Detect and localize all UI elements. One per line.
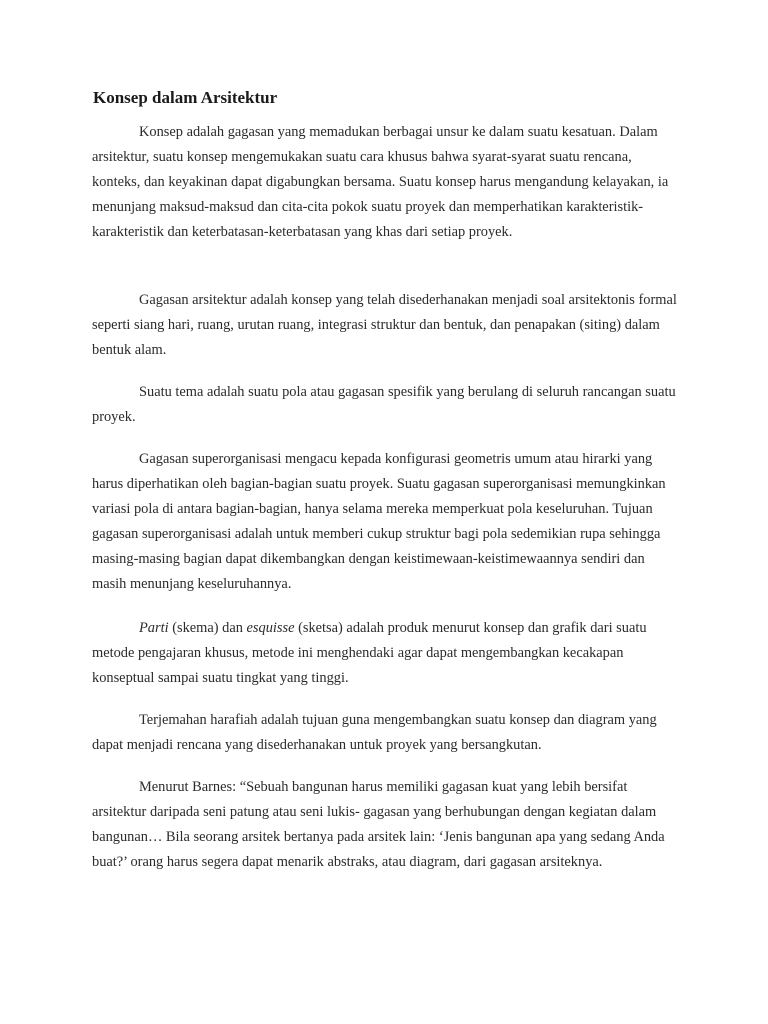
paragraph-parti (92, 616, 682, 691)
document-title: Konsep dalam Arsitektur (93, 88, 278, 107)
paragraph-terjemahan: Terjemahan harafiah adalah tujuan guna mengembangkan suatu konsep dan diagram yang dapat menjadi rencana yang disederhanakan untuk proyek yang bersangkutan. (92, 712, 657, 754)
parti-text-1: (skema) dan (168, 620, 247, 636)
term-esquisse: esquisse (246, 620, 295, 636)
paragraph-konsep: Konsep adalah gagasan yang memadukan berbagai unsur ke dalam suatu kesatuan. Dalam arsitektur, suatu konsep mengemukakan suatu cara khusus bahwa syarat-syarat suatu rencana, konteks, dan keyakinan dapat digabungkan bersama. Suatu konsep harus mengandung kelayakan, ia menunjang maksud-maksud dan cita-cita pokok suatu proyek dan memperhatikan karakteristik-karakteristik dan keterbatasan-keterbatasan yang khas dari setiap proyek. (92, 124, 669, 241)
paragraph-gagasan-arsitektur: Gagasan arsitektur adalah konsep yang telah disederhanakan menjadi soal arsitektonis formal seperti siang hari, ruang, urutan ruang, integrasi struktur dan bentuk, dan penapakan (siting) dalam bentuk alam. (92, 292, 677, 359)
paragraph-superorganisasi: Gagasan superorganisasi mengacu kepada konfigurasi geometris umum atau hirarki yang harus diperhatikan oleh bagian-bagian suatu proyek. Suatu gagasan superorganisasi memungkinkan variasi pola di antara bagian-bagian, hanya selama mereka memperkuat pola keseluruhan. Tujuan gagasan superorganisasi adalah untuk memberi cukup struktur bagi pola sedemikian rupa sehingga masing-masing bagian dapat dikembangkan dengan keistimewaan-keistimewaannya sendiri dan masih menunjang keseluruhannya. (92, 451, 666, 593)
paragraph-barnes-quote: Menurut Barnes: “Sebuah bangunan harus memiliki gagasan kuat yang lebih bersifat arsitektur daripada seni patung atau seni lukis- gagasan yang berhubungan dengan kegiatan dalam bangunan… Bila seorang arsitek bertanya pada arsitek lain: ‘Jenis bangunan apa yang sedang Anda buat?’ orang harus segera dapat menarik abstraks, atau diagram, dari gagasan arsiteknya. (92, 779, 665, 871)
term-parti: Parti (139, 620, 169, 636)
parti-text-2: (sketsa) adalah produk menurut konsep dan grafik dari suatu metode pengajaran khusus, metode ini menghendaki agar dapat mengembangkan kecakapan konseptual sampai suatu tingkat yang tinggi. (92, 620, 647, 687)
paragraph-tema: Suatu tema adalah suatu pola atau gagasan spesifik yang berulang di seluruh rancangan suatu proyek. (92, 384, 676, 426)
